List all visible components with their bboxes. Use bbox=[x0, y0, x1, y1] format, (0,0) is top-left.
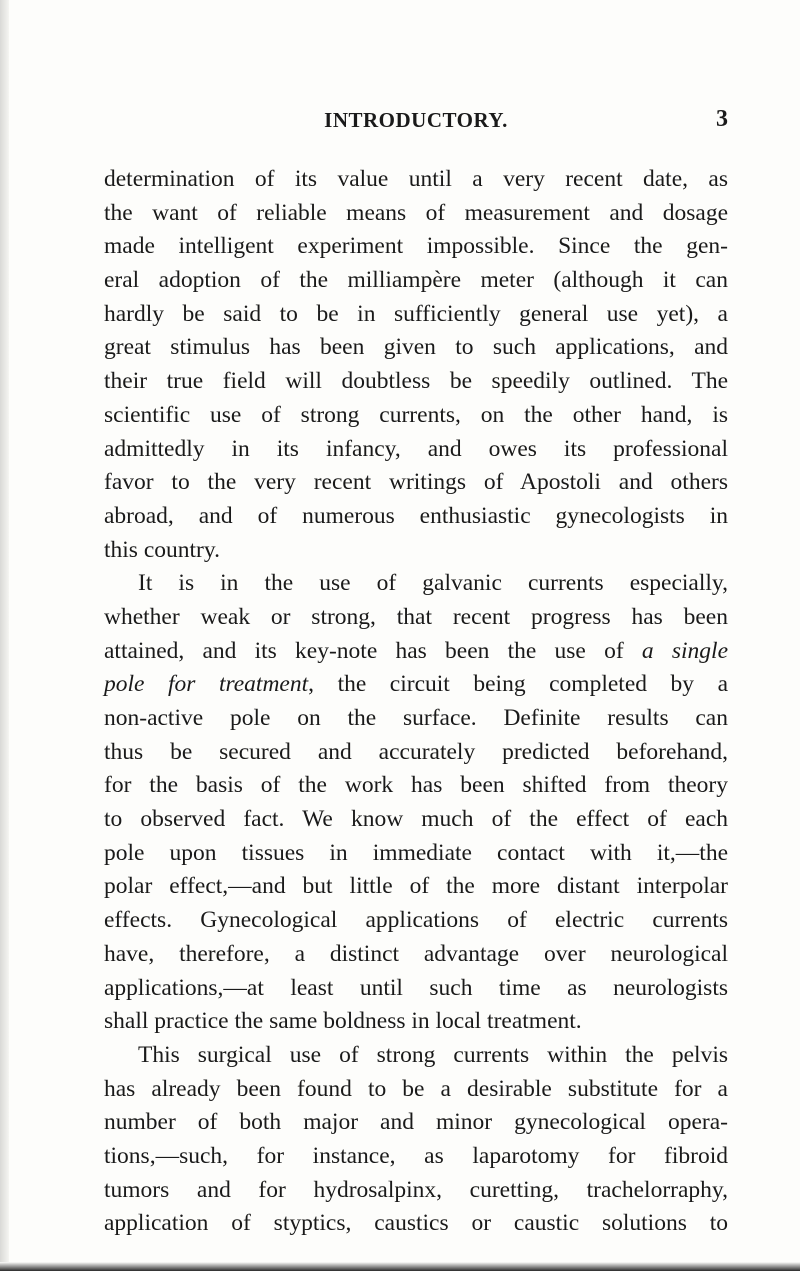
running-head: INTRODUCTORY. bbox=[324, 108, 508, 132]
text-line: whether weak or strong, that recent progress has been bbox=[104, 603, 728, 630]
text-line: the want of reliable means of measurement and dosage bbox=[104, 199, 728, 226]
text-line: applications,—at least until such time as neurologists bbox=[104, 974, 728, 1001]
text-line: scientific use of strong currents, on the other hand, is bbox=[104, 401, 728, 428]
text-line: pole upon tissues in immediate contact with it,—the bbox=[104, 839, 728, 866]
text-line: shall practice the same boldness in local treatment. bbox=[104, 1008, 582, 1035]
text-line: tumors and for hydrosalpinx, curetting, trachelorraphy, bbox=[104, 1176, 728, 1203]
text-run: attained, and its key-note has been the use of bbox=[104, 637, 642, 664]
text-line: to observed fact. We know much of the effect of each bbox=[104, 806, 728, 833]
text-line: hardly be said to be in sufficiently general use yet), a bbox=[104, 300, 728, 327]
body-text bbox=[104, 163, 728, 1241]
text-line: tions,—such, for instance, as laparotomy for fibroid bbox=[104, 1142, 728, 1169]
text-line: their true field will doubtless be speedily outlined. The bbox=[104, 368, 728, 395]
text-line bbox=[104, 635, 728, 669]
text-line: have, therefore, a distinct advantage over neurological bbox=[104, 940, 728, 967]
text-line: abroad, and of numerous enthusiastic gynecologists in bbox=[104, 502, 728, 529]
text-line: admittedly in its infancy, and owes its professional bbox=[104, 435, 728, 462]
text-line bbox=[104, 668, 728, 702]
text-line: made intelligent experiment impossible. Since the gen- bbox=[104, 233, 728, 260]
page-header bbox=[104, 108, 728, 142]
text-line: for the basis of the work has been shifted from theory bbox=[104, 772, 728, 799]
page-left-edge-shadow bbox=[0, 0, 9, 1271]
text-line: has already been found to be a desirable substitute for a bbox=[104, 1075, 728, 1102]
italic-text: a single bbox=[641, 637, 728, 664]
text-line: polar effect,—and but little of the more distant interpolar bbox=[104, 873, 728, 900]
page-number: 3 bbox=[716, 106, 728, 132]
text-run: , the circuit being completed by a bbox=[308, 671, 728, 698]
text-line: thus be secured and accurately predicted beforehand, bbox=[104, 738, 728, 765]
text-line: this country. bbox=[104, 536, 220, 563]
text-line: application of styptics, caustics or caustic solutions to bbox=[104, 1210, 728, 1237]
text-line: determination of its value until a very recent date, as bbox=[104, 166, 728, 192]
text-line: great stimulus has been given to such applications, and bbox=[104, 334, 728, 361]
italic-text: pole for treatment bbox=[104, 671, 309, 698]
text-line: favor to the very recent writings of Apostoli and others bbox=[104, 469, 728, 496]
text-line: number of both major and minor gynecological opera- bbox=[104, 1109, 728, 1136]
page-bottom-edge-shadow bbox=[0, 1262, 800, 1271]
text-line: It is in the use of galvanic currents especially, bbox=[138, 570, 728, 597]
text-line: eral adoption of the milliampère meter (although it can bbox=[104, 267, 728, 294]
text-line: non-active pole on the surface. Definite results can bbox=[104, 705, 728, 731]
text-line: effects. Gynecological applications of electric currents bbox=[104, 907, 728, 934]
text-line: This surgical use of strong currents within the pelvis bbox=[138, 1041, 728, 1068]
